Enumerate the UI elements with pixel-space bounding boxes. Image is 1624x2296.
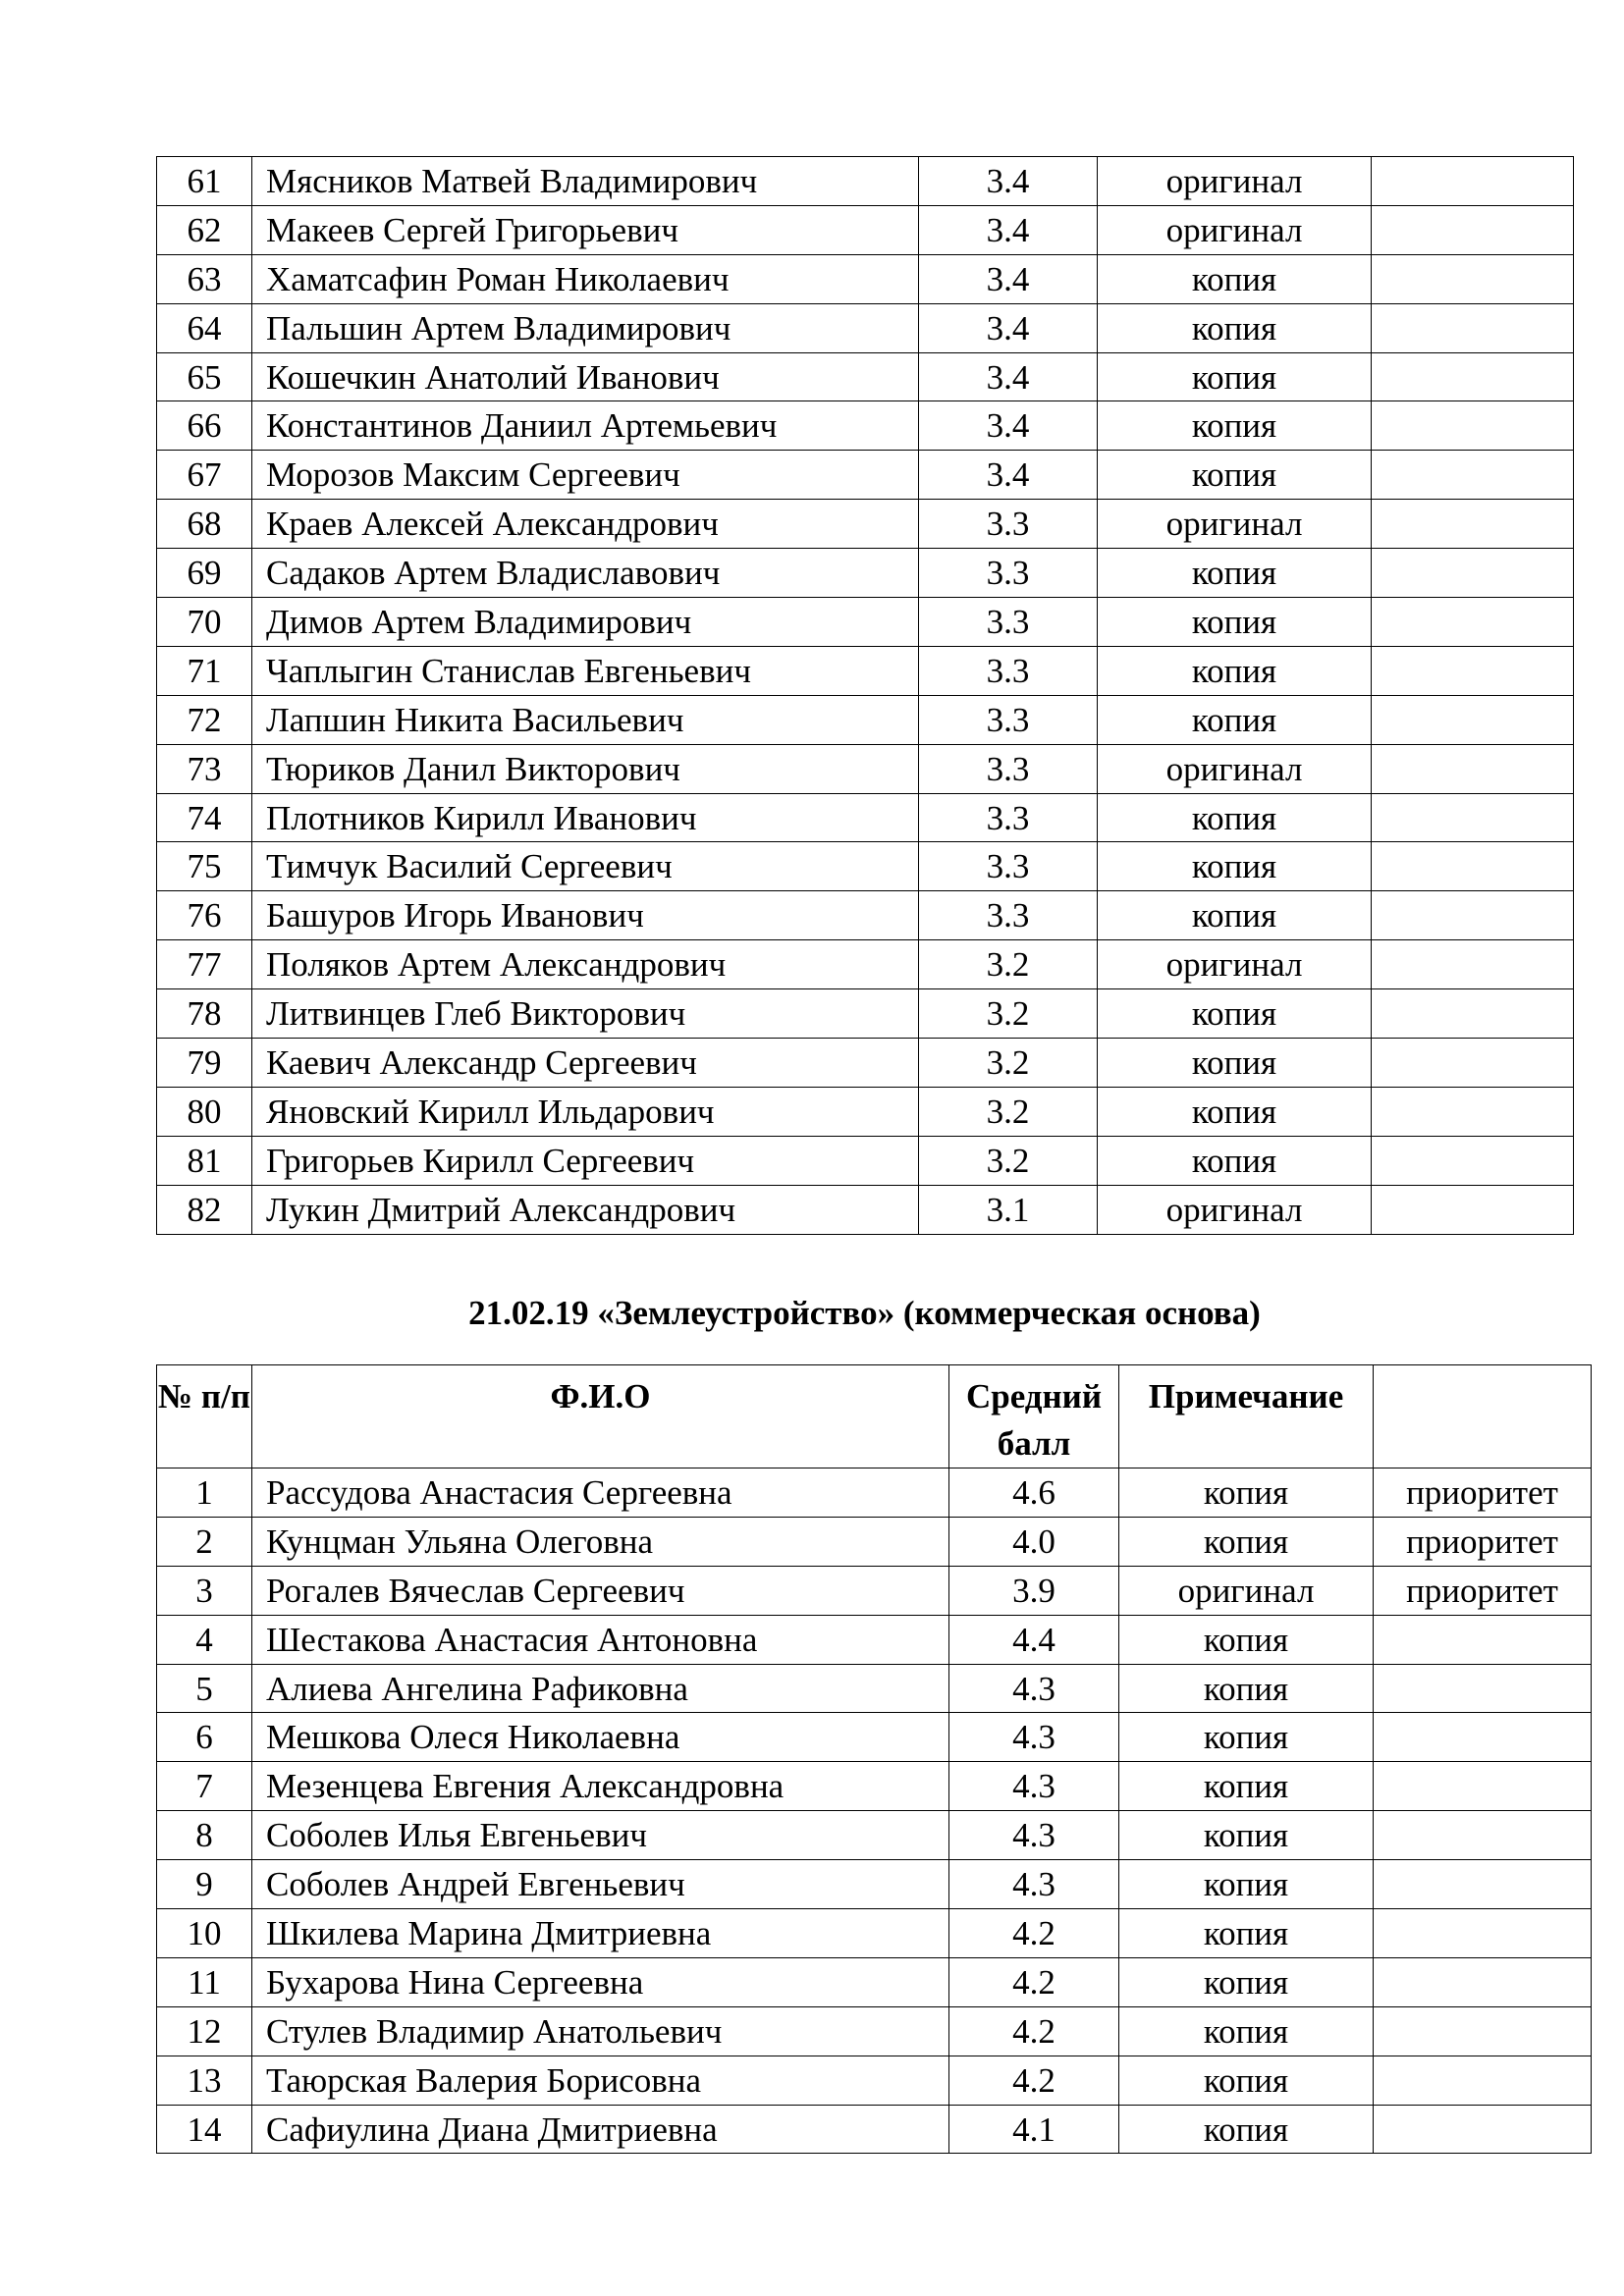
table-row [157,1811,1592,1860]
priority-note-cell [1374,2056,1592,2105]
average-score-cell: 3.1 [919,1185,1098,1234]
full-name-cell: Плотников Кирилл Иванович [252,793,919,842]
priority-note-cell [1372,842,1574,891]
full-name-cell: Макеев Сергей Григорьевич [252,205,919,254]
row-number-cell: 14 [157,2105,252,2154]
document-note-cell: копия [1098,352,1372,401]
average-score-cell: 3.2 [919,1136,1098,1185]
full-name-cell: Садаков Артем Владиславович [252,549,919,598]
priority-note-cell [1372,303,1574,352]
priority-note-cell [1374,2105,1592,2154]
table-row [157,744,1574,793]
header-average-score: Средний балл [949,1365,1119,1468]
document-note-cell: копия [1098,842,1372,891]
full-name-cell: Константинов Даниил Артемьевич [252,401,919,451]
table-row [157,940,1574,989]
document-note-cell: оригинал [1098,1185,1372,1234]
average-score-cell: 3.3 [919,549,1098,598]
average-score-cell: 3.9 [949,1566,1119,1615]
table-row [157,598,1574,647]
average-score-cell: 3.4 [919,205,1098,254]
row-number-cell: 12 [157,2006,252,2056]
full-name-cell: Алиева Ангелина Рафиковна [252,1664,949,1713]
table-row [157,401,1574,451]
priority-note-cell [1372,401,1574,451]
table-row [157,842,1574,891]
priority-note-cell [1372,744,1574,793]
average-score-cell: 3.4 [919,352,1098,401]
full-name-cell: Мясников Матвей Владимирович [252,157,919,206]
average-score-cell: 4.3 [949,1664,1119,1713]
document-note-cell: копия [1119,1909,1374,1958]
document-note-cell: копия [1098,549,1372,598]
document-note-cell: копия [1119,2105,1374,2154]
priority-note-cell [1374,1762,1592,1811]
average-score-cell: 3.3 [919,842,1098,891]
full-name-cell: Лапшин Никита Васильевич [252,695,919,744]
full-name-cell: Сафиулина Диана Дмитриевна [252,2105,949,2154]
priority-note-cell [1372,598,1574,647]
priority-note-cell [1374,1909,1592,1958]
table-row [157,1566,1592,1615]
row-number-cell: 80 [157,1087,252,1136]
average-score-cell: 3.4 [919,303,1098,352]
table-row [157,2056,1592,2105]
priority-note-cell [1374,1664,1592,1713]
document-note-cell: копия [1119,1468,1374,1518]
average-score-cell: 3.3 [919,646,1098,695]
table-row [157,1957,1592,2006]
average-score-cell: 4.2 [949,2056,1119,2105]
table-row [157,891,1574,940]
document-note-cell: копия [1119,1762,1374,1811]
priority-note-cell: приоритет [1374,1566,1592,1615]
row-number-cell: 70 [157,598,252,647]
full-name-cell: Димов Артем Владимирович [252,598,919,647]
priority-note-cell [1372,1039,1574,1088]
document-note-cell: оригинал [1119,1566,1374,1615]
row-number-cell: 67 [157,451,252,500]
priority-note-cell: приоритет [1374,1517,1592,1566]
document-note-cell: копия [1119,1664,1374,1713]
full-name-cell: Тимчук Василий Сергеевич [252,842,919,891]
average-score-cell: 3.3 [919,744,1098,793]
table-row [157,303,1574,352]
row-number-cell: 63 [157,254,252,303]
applicants-table-body [157,157,1574,1235]
full-name-cell: Чаплыгин Станислав Евгеньевич [252,646,919,695]
average-score-cell: 3.4 [919,401,1098,451]
row-number-cell: 66 [157,401,252,451]
full-name-cell: Таюрская Валерия Борисовна [252,2056,949,2105]
zemleustroystvo-commercial-table [156,1364,1592,2154]
full-name-cell: Мешкова Олеся Николаевна [252,1713,949,1762]
header-extra [1374,1365,1592,1468]
table-row [157,989,1574,1039]
average-score-cell: 3.2 [919,940,1098,989]
average-score-cell: 3.4 [919,254,1098,303]
header-note: Примечание [1119,1365,1374,1468]
table-row [157,1185,1574,1234]
average-score-cell: 3.4 [919,157,1098,206]
document-note-cell: оригинал [1098,744,1372,793]
document-note-cell: копия [1098,303,1372,352]
table-row [157,646,1574,695]
document-note-cell: оригинал [1098,940,1372,989]
average-score-cell: 3.3 [919,695,1098,744]
table-row [157,1039,1574,1088]
table-row [157,2006,1592,2056]
table-row [157,549,1574,598]
document-note-cell: копия [1098,793,1372,842]
row-number-cell: 69 [157,549,252,598]
full-name-cell: Соболев Илья Евгеньевич [252,1811,949,1860]
row-number-cell: 65 [157,352,252,401]
applicants-table-continued [156,156,1574,1235]
full-name-cell: Лукин Дмитрий Александрович [252,1185,919,1234]
row-number-cell: 74 [157,793,252,842]
priority-note-cell [1372,549,1574,598]
full-name-cell: Яновский Кирилл Ильдарович [252,1087,919,1136]
average-score-cell: 3.3 [919,598,1098,647]
priority-note-cell [1372,940,1574,989]
full-name-cell: Поляков Артем Александрович [252,940,919,989]
header-number: № п/п [157,1365,252,1468]
row-number-cell: 62 [157,205,252,254]
document-note-cell: копия [1098,695,1372,744]
row-number-cell: 7 [157,1762,252,1811]
row-number-cell: 2 [157,1517,252,1566]
table-row [157,254,1574,303]
full-name-cell: Рассудова Анастасия Сергеевна [252,1468,949,1518]
full-name-cell: Шкилева Марина Дмитриевна [252,1909,949,1958]
average-score-cell: 4.3 [949,1713,1119,1762]
priority-note-cell [1372,205,1574,254]
average-score-cell: 4.3 [949,1811,1119,1860]
row-number-cell: 82 [157,1185,252,1234]
table-row [157,1615,1592,1664]
row-number-cell: 78 [157,989,252,1039]
average-score-cell: 3.3 [919,500,1098,549]
document-note-cell: копия [1119,1957,1374,2006]
document-note-cell: копия [1119,1860,1374,1909]
priority-note-cell [1374,1811,1592,1860]
table-row [157,1517,1592,1566]
average-score-cell: 4.2 [949,1909,1119,1958]
full-name-cell: Тюриков Данил Викторович [252,744,919,793]
zemleustroystvo-table-body [157,1468,1592,2154]
row-number-cell: 8 [157,1811,252,1860]
full-name-cell: Башуров Игорь Иванович [252,891,919,940]
document-note-cell: копия [1119,1811,1374,1860]
row-number-cell: 81 [157,1136,252,1185]
priority-note-cell [1372,1136,1574,1185]
document-note-cell: копия [1119,1713,1374,1762]
priority-note-cell [1372,451,1574,500]
table-row [157,451,1574,500]
average-score-cell: 4.3 [949,1762,1119,1811]
table-row [157,157,1574,206]
average-score-cell: 4.2 [949,1957,1119,2006]
full-name-cell: Стулев Владимир Анатольевич [252,2006,949,2056]
document-note-cell: копия [1119,1517,1374,1566]
document-note-cell: копия [1098,451,1372,500]
row-number-cell: 72 [157,695,252,744]
table-row [157,1860,1592,1909]
table-row [157,1762,1592,1811]
priority-note-cell [1374,1713,1592,1762]
document-note-cell: копия [1098,646,1372,695]
average-score-cell: 3.2 [919,1039,1098,1088]
full-name-cell: Мезенцева Евгения Александровна [252,1762,949,1811]
row-number-cell: 71 [157,646,252,695]
row-number-cell: 13 [157,2056,252,2105]
table-row [157,1136,1574,1185]
average-score-cell: 3.3 [919,793,1098,842]
row-number-cell: 68 [157,500,252,549]
table-row [157,1468,1592,1518]
table-row [157,1087,1574,1136]
document-note-cell: копия [1119,2006,1374,2056]
document-note-cell: копия [1098,989,1372,1039]
table-row [157,1664,1592,1713]
priority-note-cell [1372,793,1574,842]
priority-note-cell [1374,1957,1592,2006]
table-row [157,1713,1592,1762]
table-row [157,352,1574,401]
priority-note-cell [1372,157,1574,206]
priority-note-cell [1372,695,1574,744]
row-number-cell: 73 [157,744,252,793]
row-number-cell: 1 [157,1468,252,1518]
full-name-cell: Григорьев Кирилл Сергеевич [252,1136,919,1185]
row-number-cell: 6 [157,1713,252,1762]
table-row [157,695,1574,744]
full-name-cell: Краев Алексей Александрович [252,500,919,549]
full-name-cell: Пальшин Артем Владимирович [252,303,919,352]
priority-note-cell [1372,352,1574,401]
average-score-cell: 4.1 [949,2105,1119,2154]
priority-note-cell [1374,1860,1592,1909]
priority-note-cell [1372,989,1574,1039]
table-row [157,1909,1592,1958]
average-score-cell: 4.0 [949,1517,1119,1566]
document-note-cell: копия [1098,401,1372,451]
average-score-cell: 4.2 [949,2006,1119,2056]
row-number-cell: 75 [157,842,252,891]
row-number-cell: 9 [157,1860,252,1909]
average-score-cell: 4.4 [949,1615,1119,1664]
table-header-row [157,1365,1592,1468]
document-note-cell: оригинал [1098,500,1372,549]
full-name-cell: Бухарова Нина Сергеевна [252,1957,949,2006]
row-number-cell: 3 [157,1566,252,1615]
priority-note-cell: приоритет [1374,1468,1592,1518]
row-number-cell: 76 [157,891,252,940]
average-score-cell: 3.2 [919,989,1098,1039]
document-note-cell: копия [1098,891,1372,940]
row-number-cell: 61 [157,157,252,206]
average-score-cell: 3.3 [919,891,1098,940]
row-number-cell: 5 [157,1664,252,1713]
priority-note-cell [1372,646,1574,695]
priority-note-cell [1372,500,1574,549]
document-note-cell: оригинал [1098,157,1372,206]
priority-note-cell [1374,2006,1592,2056]
document-note-cell: копия [1098,1136,1372,1185]
document-note-cell: копия [1098,1039,1372,1088]
row-number-cell: 79 [157,1039,252,1088]
full-name-cell: Морозов Максим Сергеевич [252,451,919,500]
average-score-cell: 4.6 [949,1468,1119,1518]
document-note-cell: копия [1098,598,1372,647]
full-name-cell: Кошечкин Анатолий Иванович [252,352,919,401]
table-row [157,205,1574,254]
row-number-cell: 11 [157,1957,252,2006]
header-full-name: Ф.И.О [252,1365,949,1468]
full-name-cell: Рогалев Вячеслав Сергеевич [252,1566,949,1615]
priority-note-cell [1372,891,1574,940]
table-row [157,500,1574,549]
full-name-cell: Хаматсафин Роман Николаевич [252,254,919,303]
document-note-cell: копия [1098,1087,1372,1136]
full-name-cell: Литвинцев Глеб Викторович [252,989,919,1039]
average-score-cell: 4.3 [949,1860,1119,1909]
full-name-cell: Соболев Андрей Евгеньевич [252,1860,949,1909]
document-note-cell: оригинал [1098,205,1372,254]
row-number-cell: 10 [157,1909,252,1958]
row-number-cell: 4 [157,1615,252,1664]
full-name-cell: Каевич Александр Сергеевич [252,1039,919,1088]
priority-note-cell [1372,1087,1574,1136]
row-number-cell: 77 [157,940,252,989]
priority-note-cell [1374,1615,1592,1664]
priority-note-cell [1372,1185,1574,1234]
document-note-cell: копия [1119,1615,1374,1664]
average-score-cell: 3.2 [919,1087,1098,1136]
document-note-cell: копия [1119,2056,1374,2105]
priority-note-cell [1372,254,1574,303]
average-score-cell: 3.4 [919,451,1098,500]
row-number-cell: 64 [157,303,252,352]
table-row [157,793,1574,842]
section-title: 21.02.19 «Землеустройство» (коммерческая основа) [468,1294,1261,1332]
full-name-cell: Кунцман Ульяна Олеговна [252,1517,949,1566]
document-note-cell: копия [1098,254,1372,303]
full-name-cell: Шестакова Анастасия Антоновна [252,1615,949,1664]
table-row [157,2105,1592,2154]
